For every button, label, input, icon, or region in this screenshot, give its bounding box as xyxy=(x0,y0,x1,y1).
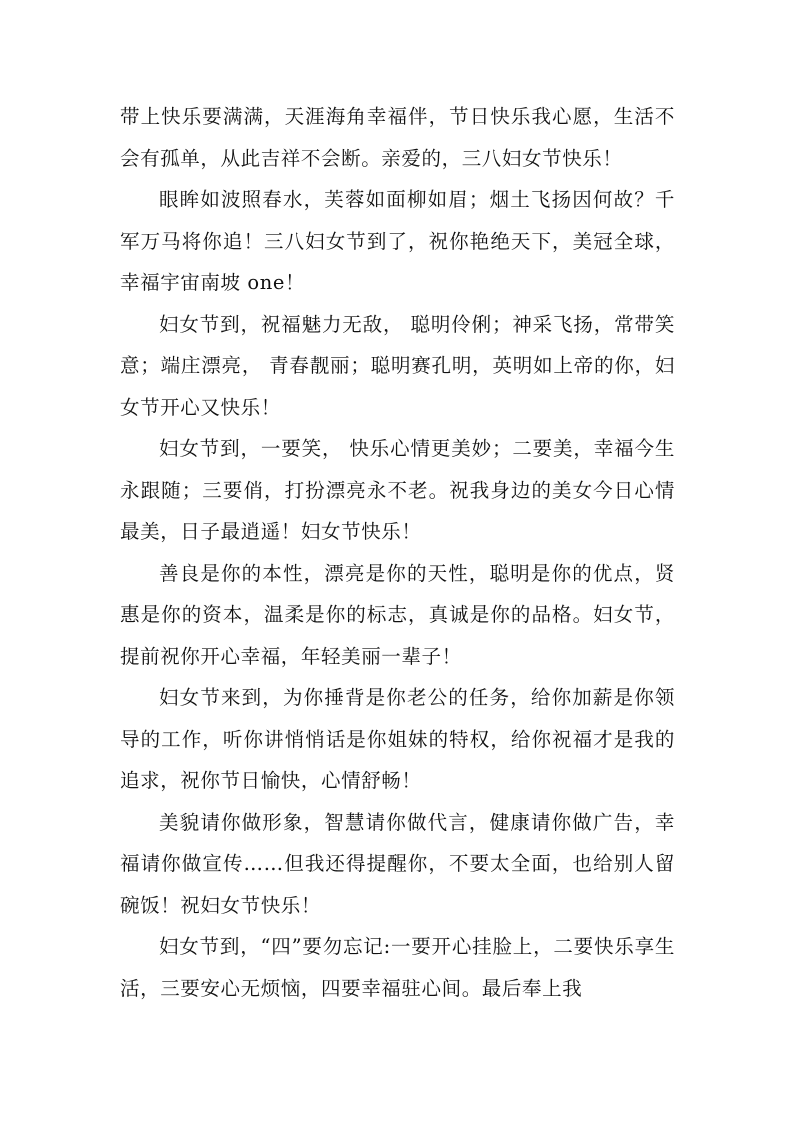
paragraph: 美貌请你做形象，智慧请你做代言，健康请你做广告，幸福请你做宣传……但我还得提醒你，不要太全面，也给别人留碗饭！祝妇女节快乐！ xyxy=(120,810,675,917)
paragraph: 眼眸如波照春水，芙蓉如面柳如眉；烟土飞扬因何故？千军万马将你追！三八妇女节到了，祝你艳绝天下，美冠全球，幸福宇宙南坡 one！ xyxy=(120,188,675,294)
paragraph: 妇女节来到，为你捶背是你老公的任务，给你加薪是你领导的工作，听你讲悄悄话是你姐妹的特权，给你祝福才是我的追求，祝你节日愉快，心情舒畅！ xyxy=(120,686,675,792)
document-body xyxy=(120,96,675,1009)
paragraph: 妇女节到，祝福魅力无敌， 聪明伶俐；神采飞扬，常带笑意；端庄漂亮， 青春靓丽；聪明赛孔明，英明如上帝的你，妇女节开心又快乐！ xyxy=(120,312,675,419)
paragraph: 妇女节到，“四”要勿忘记:一要开心挂脸上，二要快乐享生活，三要安心无烦恼，四要幸福驻心间。最后奉上我 xyxy=(120,935,675,1000)
paragraph: 妇女节到，一要笑， 快乐心情更美妙；二要美，幸福今生永跟随；三要俏，打扮漂亮永不老。祝我身边的美女今日心情最美，日子最逍遥！妇女节快乐！ xyxy=(120,437,675,543)
paragraph: 带上快乐要满满，天涯海角幸福伴，节日快乐我心愿，生活不会有孤单，从此吉祥不会断。亲爱的，三八妇女节快乐！ xyxy=(120,105,675,170)
paragraph: 善良是你的本性，漂亮是你的天性，聪明是你的优点，贤惠是你的资本，温柔是你的标志，真诚是你的品格。妇女节，提前祝你开心幸福，年轻美丽一辈子！ xyxy=(120,561,675,668)
